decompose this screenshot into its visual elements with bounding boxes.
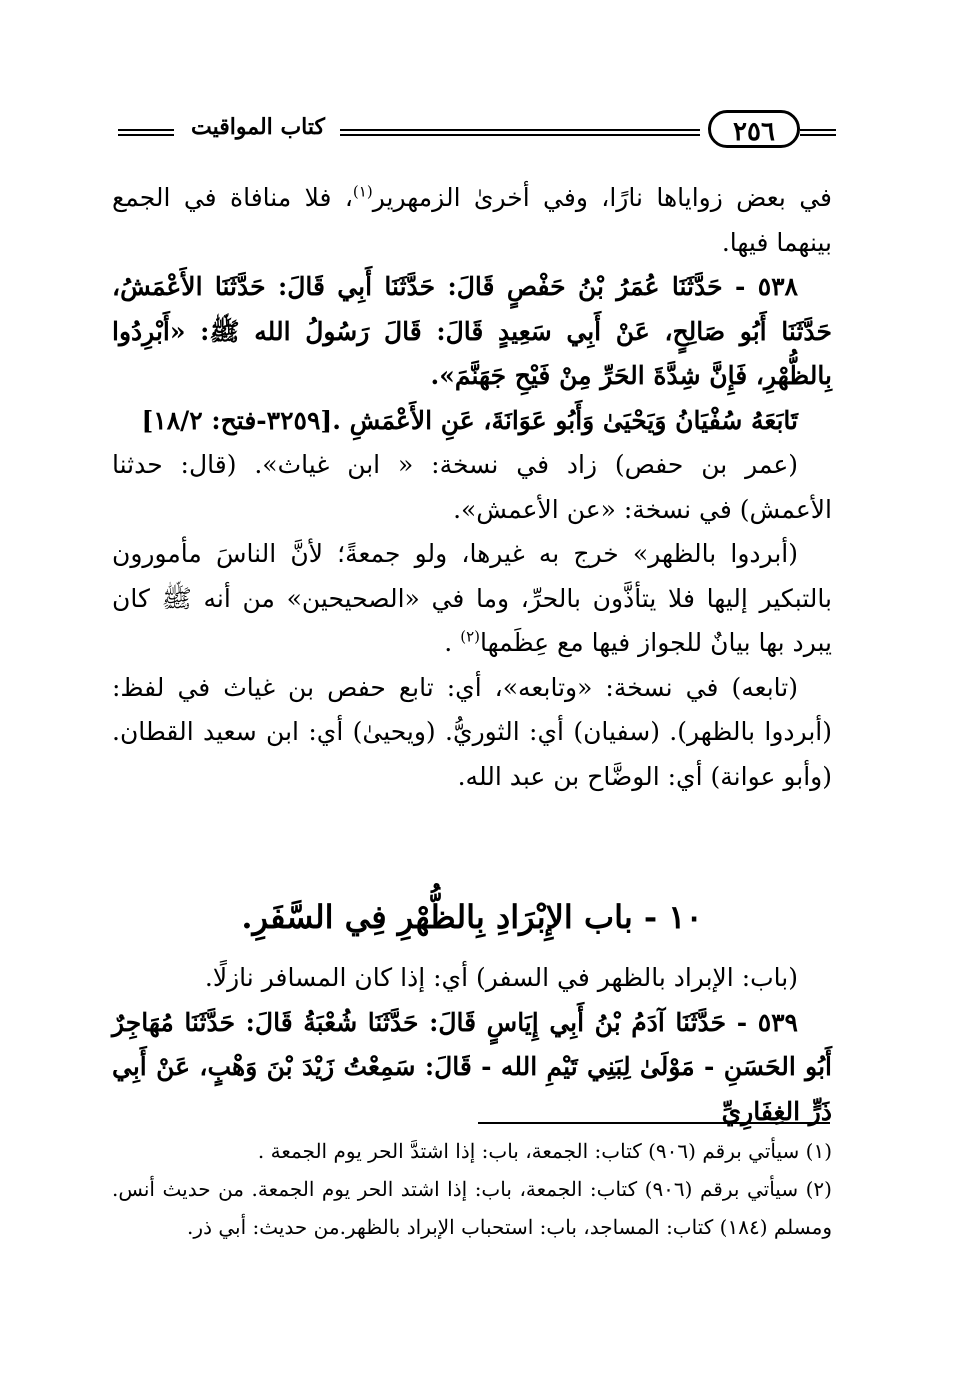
hadith-538-mutabaah: تَابَعَهُ سُفْيَانُ وَيَحْيَىٰ وَأَبُو عَوَانَةَ، عَنِ الأَعْمَشِ .[٣٢٥٩-فتح: ١٨/٢] bbox=[141, 405, 798, 435]
header-rule-left bbox=[118, 129, 174, 136]
page-number: ٢٥٦ bbox=[708, 110, 800, 148]
header-rule-middle bbox=[340, 129, 700, 136]
commentary-4: (باب: الإبراد بالظهر في السفر) أي: إذا كان المسافر نازلًا. bbox=[204, 963, 798, 992]
footnote-ref-2: (٢) bbox=[460, 627, 480, 646]
hadith-539: ٥٣٩ - حَدَّثَنَا آدَمُ بْنُ أَبِي إِيَاسٍ قَالَ: حَدَّثَنَا شُعْبَةُ قَالَ: حَدَّثَنَا مُهَاجِرٌ أَبُو الحَسَنِ - مَوْلَىٰ لِبَنِي تَيْمِ الله - قَالَ: سَمِعْتُ زَيْدَ بْنَ وَهْبٍ، عَنْ أَبِي ذَرٍّ الغِفَارِيِّ bbox=[112, 1007, 832, 1126]
commentary-3: (تابعه) في نسخة: «وتابعه»، أي: تابع حفص بن غياث في لفظ: (أبردوا بالظهر). (سفيان) أي: الثوريُّ. (ويحيىٰ) أي: ابن سعيد القطان. (وأبو عوانة) أي: الوضَّاح بن عبد الله. bbox=[112, 672, 832, 791]
chapter-text bbox=[112, 956, 832, 1134]
hadith-538: ٥٣٨ - حَدَّثَنَا عُمَرُ بْنُ حَفْصٍ قَالَ: حَدَّثَنَا أَبِي قَالَ: حَدَّثَنَا الأَعْمَشُ، حَدَّثَنَا أَبُو صَالِحٍ، عَنْ أَبِي سَعِيدٍ قَالَ: قَالَ رَسُولُ الله ﷺ: «أَبْرِدُوا بِالظُّهْرِ، فَإِنَّ شِدَّةَ الحَرِّ مِنْ فَيْحِ جَهَنَّمَ». bbox=[112, 272, 832, 390]
page-header bbox=[118, 108, 836, 156]
commentary-1: (عمر بن حفص) زاد في نسخة: « ابن غياث». (قال: حدثنا الأعمش) في نسخة: «عن الأعمش». bbox=[112, 450, 832, 524]
running-title: كتاب المواقيت bbox=[191, 114, 325, 140]
footnote-ref-1: (١) bbox=[352, 182, 373, 201]
paragraph-continuation: في بعض زواياها نارًا، وفي أخرىٰ الزمهرير$^{(١)}$، فلا منافاة في الجمع بينهما فيها. bbox=[112, 182, 832, 257]
main-text bbox=[112, 176, 832, 799]
header-rule-right bbox=[800, 129, 836, 136]
footnote-separator bbox=[478, 1122, 830, 1124]
commentary-2: (أبردوا بالظهر» خرج به غيرها، ولو جمعةً؛ لأنَّ الناسَ مأمورون بالتبكير إليها فلا يتأذَّون بالحرِّ، وما في «الصحيحين» من أنه ﷺ كان يبرد بها بيانٌ للجواز فيها مع عِظَمها$^{(٢)}$ . bbox=[112, 539, 832, 657]
footnote-1: (١) سيأتي برقم (٩٠٦) كتاب: الجمعة، باب: إذا اشتدَّ الحر يوم الجمعة . bbox=[257, 1139, 832, 1163]
footnotes bbox=[112, 1132, 832, 1246]
footnote-2: (٢) سيأتي برقم (٩٠٦) كتاب: الجمعة، باب: إذا اشتد الحر يوم الجمعة. من حديث أنس. ومسلم (١٨٤) كتاب: المساجد، باب: استحباب الإبراد بالظهر.من حديث: أبي ذر. bbox=[112, 1177, 832, 1239]
chapter-heading: ١٠ - باب الإِبْرَادِ بِالظُّهْرِ فِي السَّفَرِ. bbox=[241, 898, 703, 936]
